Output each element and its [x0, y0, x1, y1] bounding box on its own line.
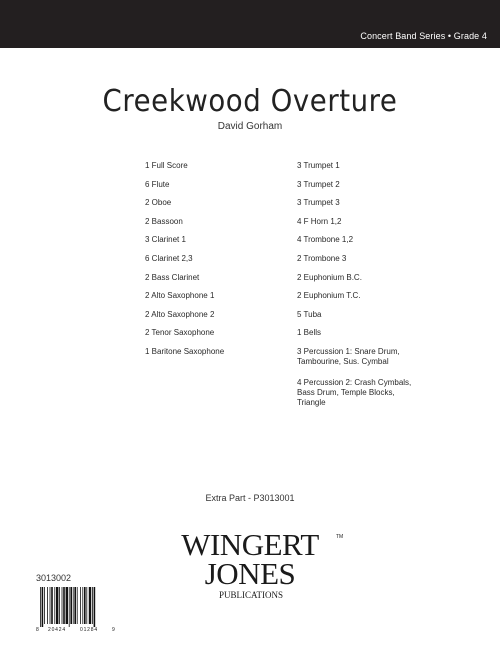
composer-name: David Gorham [217, 121, 283, 132]
publisher-logo-tm: TM [336, 534, 344, 540]
part-left-item: 6 Flute [145, 179, 170, 189]
barcode-bar [51, 587, 53, 624]
part-left-item: 6 Clarinet 2,3 [145, 254, 193, 263]
barcode-bar [40, 587, 41, 627]
part-left-item: 2 Bassoon [145, 216, 183, 226]
publisher-logo-line1: WINGERT [181, 527, 319, 562]
barcode-bar [47, 587, 48, 624]
part-right-item: 4 Percussion 2: Crash Cymbals, Bass Drum, Temple Blocks, Triangle [297, 377, 412, 407]
part-left-item: 2 Alto Saxophone 2 [145, 309, 215, 319]
part-left-item: 2 Alto Saxophone 1 [145, 291, 215, 301]
barcode-bar [73, 587, 74, 624]
barcode-digit-left: 8 [36, 627, 39, 633]
barcode-bar [59, 587, 60, 624]
part-right-item: 3 Trumpet 1 [297, 161, 340, 170]
barcode-bar [80, 587, 81, 624]
part-left-item: 1 Baritone Saxophone [145, 347, 225, 356]
publisher-logo-line3: PUBLICATIONS [218, 590, 284, 600]
part-right-item: 2 Trombone 3 [297, 254, 347, 263]
part-right-item: 3 Trumpet 3 [297, 198, 340, 208]
top-banner [0, 0, 500, 48]
part-left-item: 2 Bass Clarinet [145, 272, 200, 282]
part-right-item: 2 Euphonium T.C. [297, 291, 361, 301]
barcode-bar [84, 587, 86, 624]
barcode-bar [70, 587, 72, 624]
barcode-bar [62, 587, 63, 624]
part-left-item: 3 Clarinet 1 [145, 235, 186, 245]
part-left-item: 1 Full Score [145, 161, 188, 170]
part-right-item: 3 Trumpet 2 [297, 179, 340, 189]
barcode-bar [86, 587, 87, 624]
barcode-bar [82, 587, 83, 624]
barcode-bar [63, 587, 65, 624]
barcode-bar [92, 587, 93, 624]
catalog-number: 3013002 [36, 573, 72, 583]
barcode-bar [89, 587, 91, 624]
barcode-bar [54, 587, 55, 624]
barcode-digits-group-2: 01284 [80, 627, 98, 633]
part-right-item: 2 Euphonium B.C. [297, 272, 362, 282]
barcode [34, 585, 118, 633]
part-right-item: 5 Tuba [297, 309, 322, 319]
series-label: Concert Band Series • Grade 4 [360, 31, 487, 41]
barcode-bar [44, 587, 45, 624]
barcode-bar [77, 587, 78, 624]
part-left-item: 2 Oboe [145, 198, 172, 208]
page-title: Creekwood Overture [102, 84, 398, 119]
barcode-digits-group-1: 20424 [48, 627, 66, 633]
part-left-item: 2 Tenor Saxophone [145, 328, 215, 338]
publisher-logo [155, 527, 345, 603]
part-right-item: 3 Percussion 1: Snare Drum, Tambourine, Sus. Cymbal [297, 347, 400, 366]
barcode-bar [74, 587, 76, 624]
barcode-bar [42, 587, 44, 627]
barcode-bar [56, 587, 58, 624]
barcode-bar [50, 587, 51, 624]
part-right-item: 4 Trombone 1,2 [297, 235, 354, 245]
part-right-item: 4 F Horn 1,2 [297, 216, 342, 226]
barcode-bar [66, 587, 68, 624]
barcode-bar [69, 587, 70, 627]
publisher-logo-line2: JONES [204, 556, 296, 591]
extra-part-label: Extra Part - P3013001 [205, 493, 295, 503]
barcode-digit-right: 9 [112, 627, 115, 633]
part-right-item: 1 Bells [297, 328, 322, 338]
barcode-bar [94, 587, 96, 627]
